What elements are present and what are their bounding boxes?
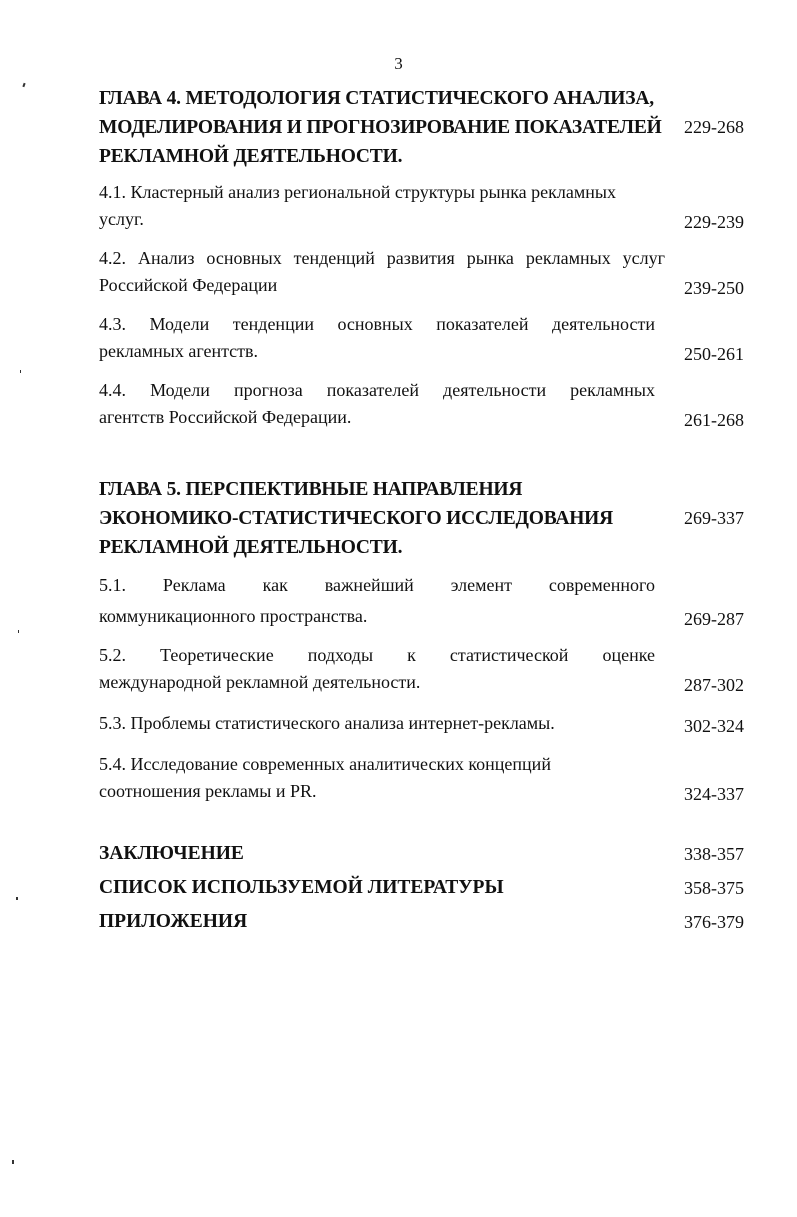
chapter-title-line: РЕКЛАМНОЙ ДЕЯТЕЛЬНОСТИ. bbox=[99, 537, 403, 558]
section-title bbox=[99, 568, 655, 630]
section-title-line: услуг. bbox=[99, 209, 144, 229]
end-item-title bbox=[99, 911, 655, 933]
section-title bbox=[99, 245, 665, 299]
chapter-title-line: РЕКЛАМНОЙ ДЕЯТЕЛЬНОСТИ. bbox=[99, 146, 403, 167]
end-item-label: ПРИЛОЖЕНИЯ bbox=[99, 911, 248, 932]
section-5-4 bbox=[99, 751, 744, 805]
section-4-1 bbox=[99, 179, 744, 233]
section-title-line: международной рекламной деятельности. bbox=[99, 672, 421, 692]
section-title-line: Российской Федерации bbox=[99, 275, 278, 295]
section-title-line: 5.3. Проблемы статистического анализа интернет-рекламы. bbox=[99, 713, 555, 733]
section-title bbox=[99, 751, 655, 805]
section-pages: 287-302 bbox=[684, 675, 744, 695]
section-title-line: соотношения рекламы и PR. bbox=[99, 781, 317, 801]
chapter-4-title bbox=[99, 84, 665, 171]
chapter-5-title bbox=[99, 475, 655, 562]
chapter-5-pages: 269-337 bbox=[684, 508, 744, 528]
section-pages: 302-324 bbox=[684, 716, 744, 736]
scan-speck bbox=[20, 370, 21, 373]
section-title-line: 4.1. Кластерный анализ региональной структуры рынка рекламных bbox=[99, 182, 616, 202]
section-4-4 bbox=[99, 377, 744, 431]
conclusion-entry bbox=[99, 843, 744, 865]
end-item-label: ЗАКЛЮЧЕНИЕ bbox=[99, 843, 244, 864]
section-title bbox=[99, 710, 655, 737]
section-5-1 bbox=[99, 568, 744, 630]
section-title bbox=[99, 179, 655, 233]
section-5-3 bbox=[99, 710, 744, 737]
section-title bbox=[99, 642, 655, 696]
section-5-2 bbox=[99, 642, 744, 696]
chapter-title-line: МОДЕЛИРОВАНИЯ И ПРОГНОЗИРОВАНИЕ ПОКАЗАТЕЛЕЙ bbox=[99, 117, 662, 138]
page-number: 3 bbox=[394, 54, 403, 73]
chapter-4-pages: 229-268 bbox=[684, 117, 744, 137]
end-item-title bbox=[99, 877, 655, 899]
section-title-line: 5.2. Теоретические подходы к статистической оценке bbox=[99, 645, 655, 665]
end-item-pages: 376-379 bbox=[684, 912, 744, 932]
section-title-line: 5.4. Исследование современных аналитических концепций bbox=[99, 754, 551, 774]
section-title-line: коммуникационного пространства. bbox=[99, 606, 368, 626]
section-title-line: 4.2. Анализ основных тенденций развития рынка рекламных услуг bbox=[99, 248, 665, 268]
section-title bbox=[99, 311, 655, 365]
table-of-contents bbox=[99, 84, 744, 933]
chapter-title-line: ГЛАВА 4. МЕТОДОЛОГИЯ СТАТИСТИЧЕСКОГО АНАЛИЗА, bbox=[99, 88, 654, 109]
end-item-pages: 338-357 bbox=[684, 844, 744, 864]
section-pages: 229-239 bbox=[684, 212, 744, 232]
section-4-3 bbox=[99, 311, 744, 365]
end-item-title bbox=[99, 843, 655, 865]
scan-speck bbox=[18, 630, 19, 633]
section-4-2 bbox=[99, 245, 744, 299]
end-item-pages: 358-375 bbox=[684, 878, 744, 898]
section-pages: 261-268 bbox=[684, 410, 744, 430]
scan-speck bbox=[22, 83, 25, 87]
section-pages: 239-250 bbox=[684, 278, 744, 298]
bibliography-entry bbox=[99, 877, 744, 899]
chapter-5-entry bbox=[99, 475, 744, 562]
section-pages: 324-337 bbox=[684, 784, 744, 804]
scan-speck bbox=[16, 897, 18, 900]
chapter-4-entry bbox=[99, 84, 744, 171]
section-title-line: 4.4. Модели прогноза показателей деятельности рекламных bbox=[99, 380, 655, 400]
section-title bbox=[99, 377, 655, 431]
section-title-line: агентств Российской Федерации. bbox=[99, 407, 352, 427]
section-pages: 250-261 bbox=[684, 344, 744, 364]
section-pages: 269-287 bbox=[684, 609, 744, 629]
chapter-title-line: ГЛАВА 5. ПЕРСПЕКТИВНЫЕ НАПРАВЛЕНИЯ bbox=[99, 479, 523, 500]
section-title-line: 5.1. Реклама как важнейший элемент современного bbox=[99, 575, 655, 595]
scan-speck bbox=[12, 1160, 14, 1164]
end-item-label: СПИСОК ИСПОЛЬЗУЕМОЙ ЛИТЕРАТУРЫ bbox=[99, 877, 504, 898]
section-title-line: рекламных агентств. bbox=[99, 341, 259, 361]
section-title-line: 4.3. Модели тенденции основных показателей деятельности bbox=[99, 314, 655, 334]
chapter-title-line: ЭКОНОМИКО-СТАТИСТИЧЕСКОГО ИССЛЕДОВАНИЯ bbox=[99, 508, 614, 529]
appendices-entry bbox=[99, 911, 744, 933]
